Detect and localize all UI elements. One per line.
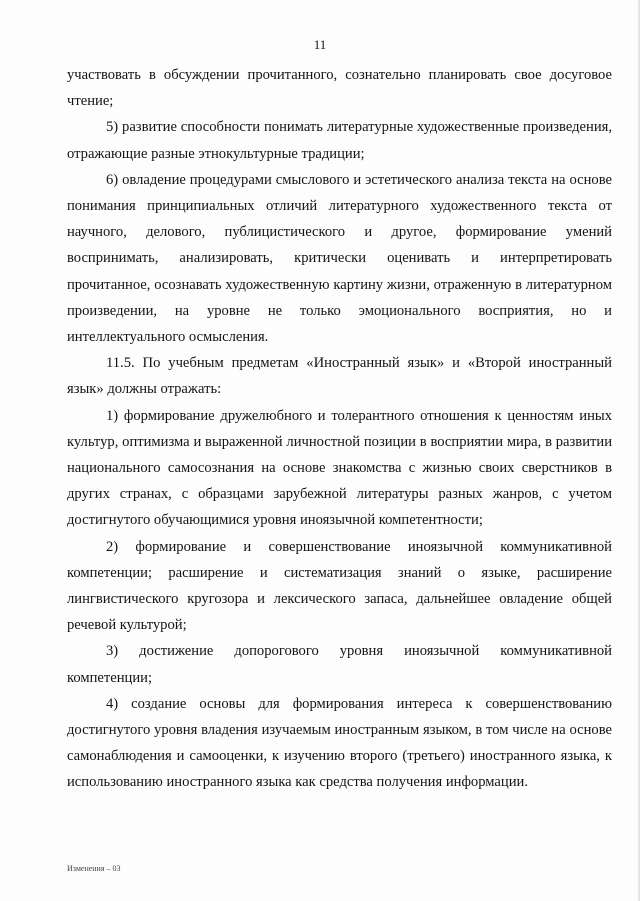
list-item-3-threshold: 3) достижение допорогового уровня иноязычной коммуникативной компетенции; (67, 643, 612, 686)
page-number: 11 (313, 37, 327, 52)
list-item-4-interest: 4) создание основы для формирования интереса к совершенствованию достигнутого уровня владения изучаемым иностранным языком, в том числе на основе самонаблюдения и самооценки, к изучению второго (третьего) иностранного языка, к использованию иностранного языка как средства получения информации. (67, 695, 612, 791)
list-item-2-competence: 2) формирование и совершенствование иноязычной коммуникативной компетенции; расширение и систематизация знаний о языке, расширение лингвистического кругозора и лексического запаса, дальнейшее овладение общей речевой культурой; (67, 538, 612, 634)
page-body (67, 62, 612, 796)
list-item-6-text-analysis: 6) овладение процедурами смыслового и эстетического анализа текста на основе понимания принципиальных отличий литературного художественного текста от научного, делового, публицистического и другое, формирование умений воспринимать, анализировать, критически оценивать и интерпретировать прочитанное, осознавать художественную картину жизни, отраженную в литературном произведении, на уровне не только эмоционального восприятия, но и интеллектуального осмысления. (67, 171, 612, 346)
list-item-5-ethnocultural: 5) развитие способности понимать литературные художественные произведения, отражающие разные этнокультурные традиции; (67, 119, 612, 162)
section-11-5-heading: 11.5. По учебным предметам «Иностранный язык» и «Второй иностранный язык» должны отражать: (67, 355, 612, 398)
paragraph-continuation: участвовать в обсуждении прочитанного, сознательно планировать свое досуговое чтение; (67, 67, 612, 110)
list-item-1-tolerance: 1) формирование дружелюбного и толерантного отношения к ценностям иных культур, оптимизма и выраженной личностной позиции в восприятии мира, в развитии национального самосознания на основе знакомства с жизнью своих сверстников в других странах, с образцами зарубежной литературы разных жанров, с учетом достигнутого обучающимися уровня иноязычной компетентности; (67, 407, 612, 529)
footer-revision-note: Изменения – 03 (67, 864, 121, 873)
